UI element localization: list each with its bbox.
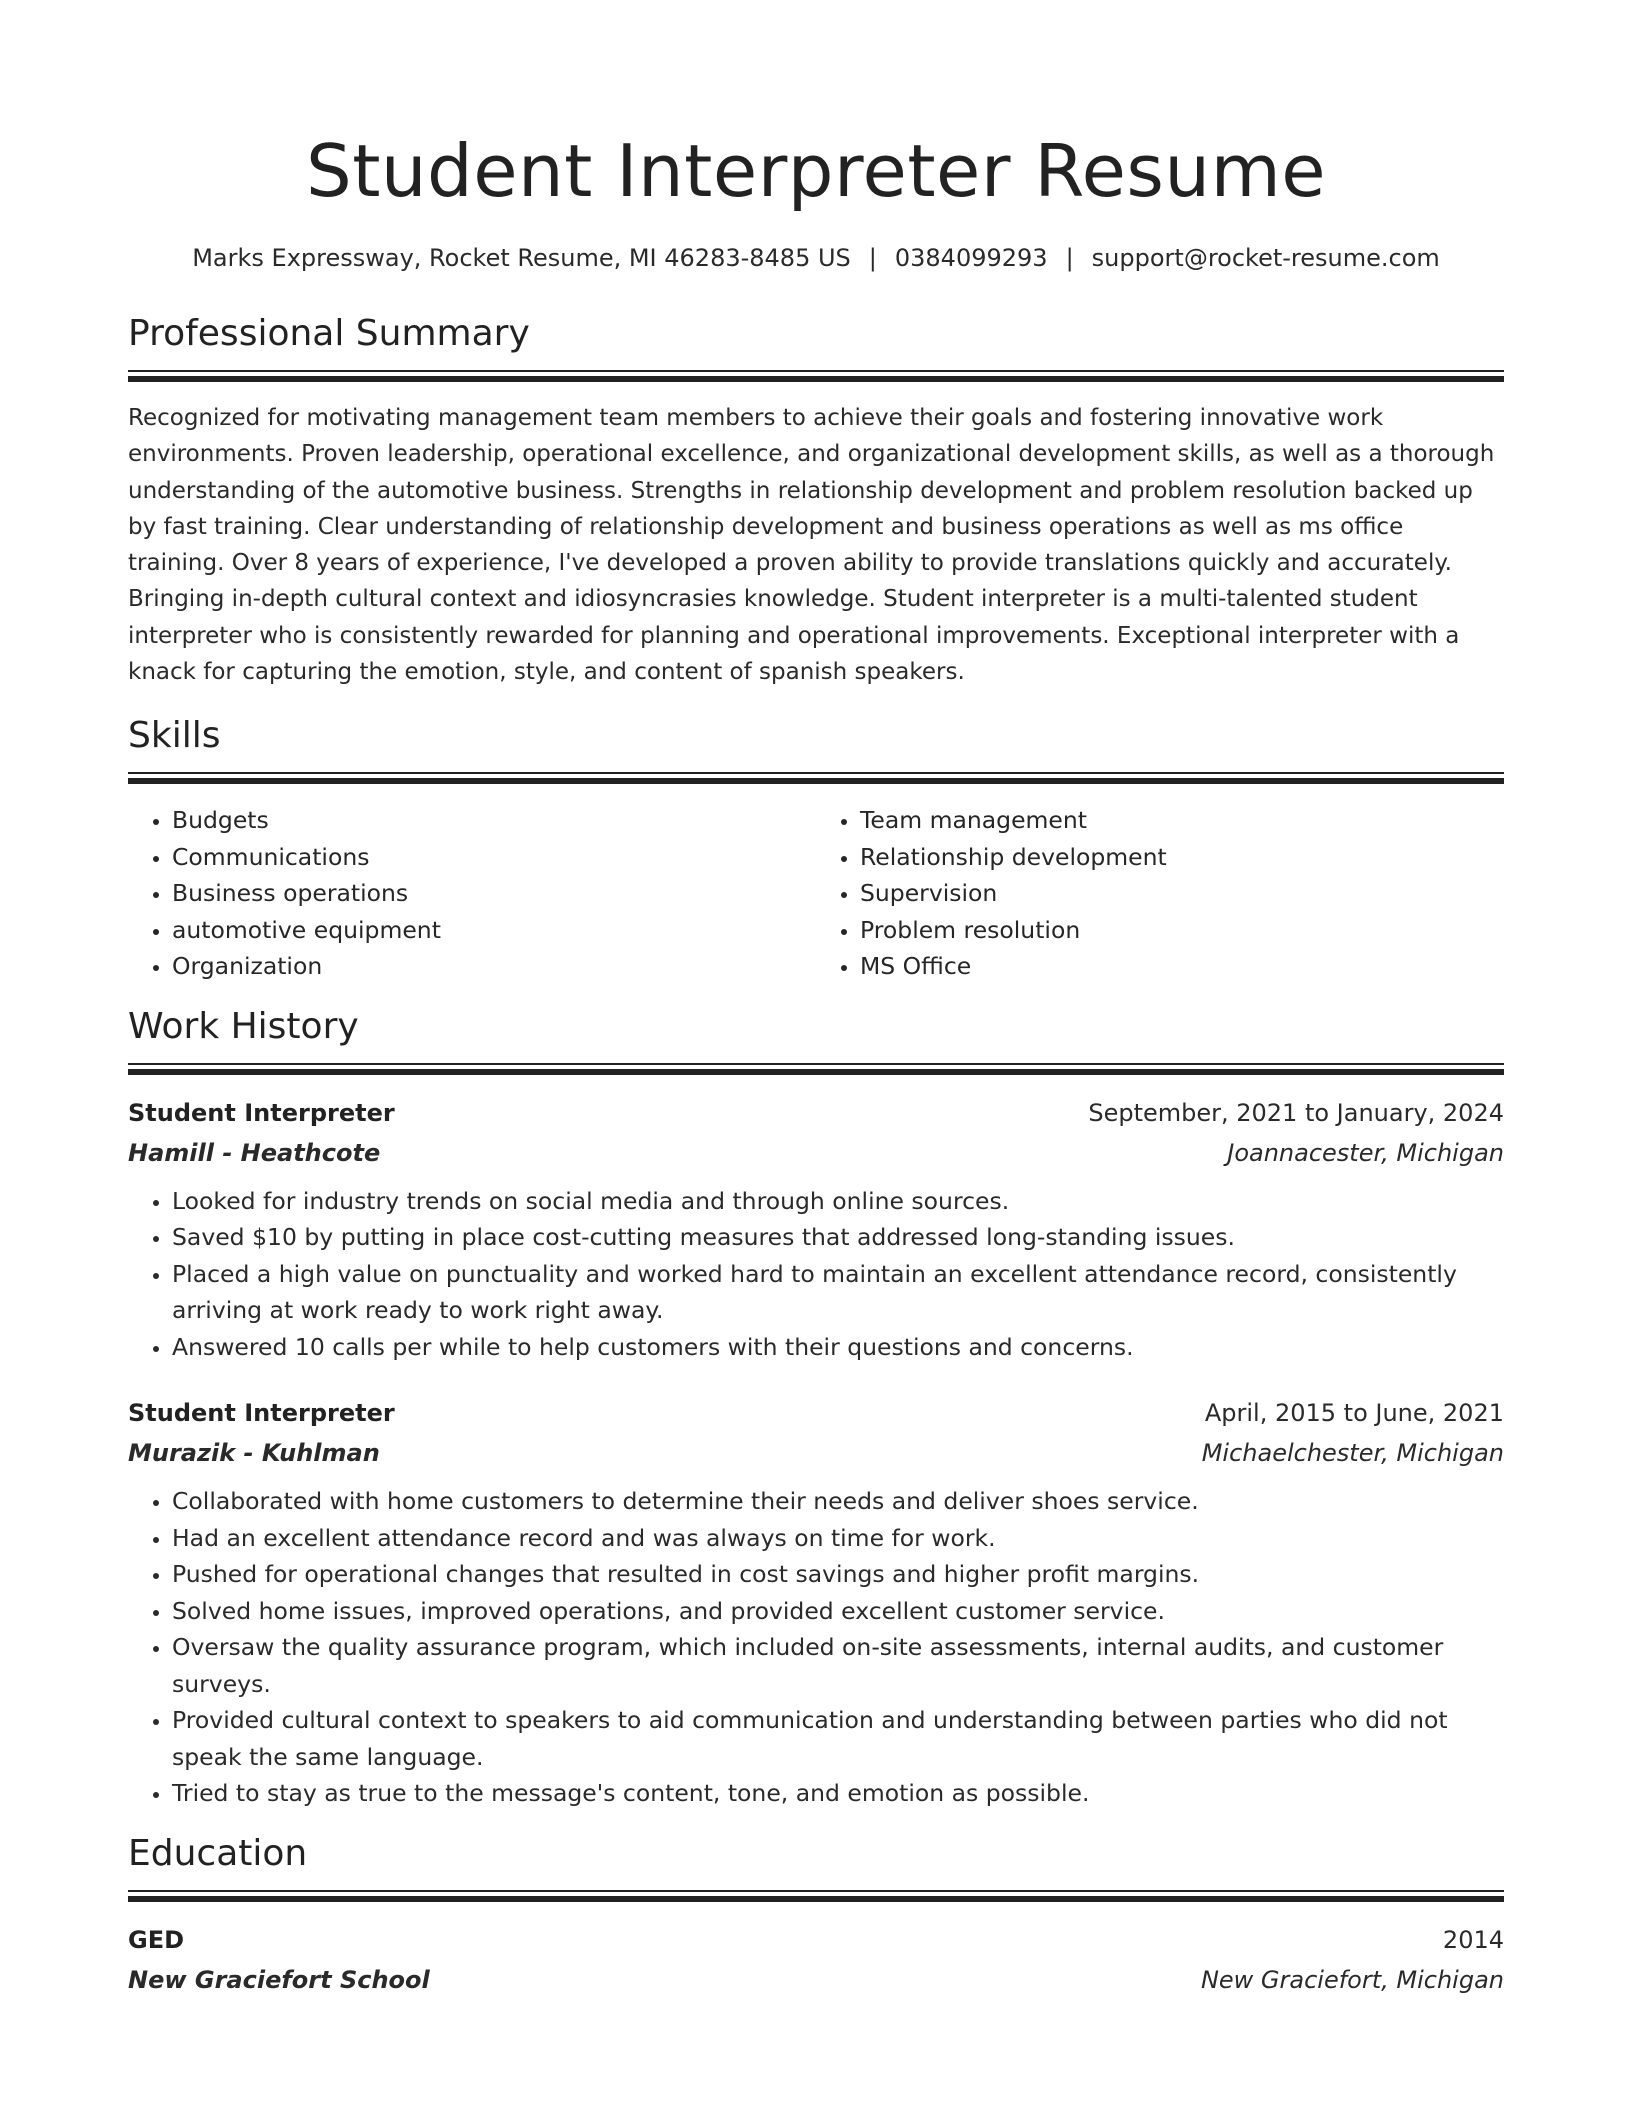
job-dates: September, 2021 to January, 2024 (1088, 1098, 1504, 1127)
education-year: 2014 (1442, 1925, 1504, 1954)
section-divider (128, 772, 1504, 784)
job-header (128, 1393, 1504, 1433)
summary-text: Recognized for motivating management team members to achieve their goals and fostering innovative work environments. Proven leadership, operational excellence, and organizational development skills, as well as a thorough understanding of the automotive business. Strengths in relationship development and problem resolution backed up by fast training. Clear understanding of relationship development and business operations as well as ms office training. Over 8 years of experience, I've developed a proven ability to provide translations quickly and accurately. Bringing in-depth cultural context and idiosyncrasies knowledge. Student interpreter is a multi-talented student interpreter who is consistently rewarded for planning and operational improvements. Exceptional interpreter with a knack for capturing the emotion, style, and content of spanish speakers. (128, 405, 1495, 686)
job-bullet: • Looked for industry trends on social media and through online sources. (172, 1183, 1504, 1220)
job-bullets (128, 1183, 1504, 1366)
job-company: Murazik - Kuhlman (128, 1439, 380, 1468)
job-location: Joannacester, Michigan (1227, 1138, 1504, 1167)
work-history-section (128, 1003, 1504, 1812)
summary-heading: Professional Summary (128, 313, 530, 354)
skill-item: • Relationship development (860, 839, 1504, 876)
skills-column-right (816, 802, 1504, 985)
job-title: Student Interpreter (128, 1098, 395, 1127)
resume-title: Student Interpreter Resume (305, 129, 1326, 213)
summary-section (128, 310, 1504, 690)
job-bullets (128, 1483, 1504, 1812)
contact-phone: 0384099293 (894, 244, 1048, 272)
job-bullet: • Pushed for operational changes that resulted in cost savings and higher profit margins. (172, 1556, 1504, 1593)
skill-item: • Budgets (172, 802, 816, 839)
contact-separator: | (868, 244, 877, 272)
skill-item: • automotive equipment (172, 912, 816, 949)
education-location: New Graciefort, Michigan (1200, 1965, 1504, 1994)
contact-email: support@rocket-resume.com (1091, 244, 1440, 272)
job-dates: April, 2015 to June, 2021 (1204, 1399, 1504, 1428)
skill-item: • Organization (172, 948, 816, 985)
job-company: Hamill - Heathcote (128, 1138, 381, 1167)
education-subheader (128, 1960, 1504, 2000)
section-divider (128, 1063, 1504, 1075)
job-bullet: • Oversaw the quality assurance program, which included on-site assessments, internal audits, and customer surveys. (172, 1629, 1504, 1702)
job-entry (128, 1393, 1504, 1812)
job-bullet: • Had an excellent attendance record and was always on time for work. (172, 1520, 1504, 1557)
job-title: Student Interpreter (128, 1399, 395, 1428)
contact-address: Marks Expressway, Rocket Resume, MI 46283-8485 US (192, 244, 851, 272)
education-degree: GED (128, 1925, 185, 1954)
job-subheader (128, 1433, 1504, 1473)
skill-item: • Problem resolution (860, 912, 1504, 949)
job-bullet: • Provided cultural context to speakers to aid communication and understanding between parties who did not speak the same language. (172, 1702, 1504, 1775)
education-section (128, 1830, 1504, 2000)
job-bullet: • Placed a high value on punctuality and worked hard to maintain an excellent attendance record, consistently arriving at work ready to work right away. (172, 1256, 1504, 1329)
skill-item: • Communications (172, 839, 816, 876)
skill-item: • Supervision (860, 875, 1504, 912)
skill-item: • Business operations (172, 875, 816, 912)
skills-section (128, 712, 1504, 985)
job-bullet: • Saved $10 by putting in place cost-cutting measures that addressed long-standing issues. (172, 1219, 1504, 1256)
skills-heading: Skills (128, 715, 221, 757)
work-history-heading: Work History (128, 1005, 359, 1047)
job-bullet: • Collaborated with home customers to determine their needs and deliver shoes service. (172, 1483, 1504, 1520)
job-entry (128, 1093, 1504, 1366)
contact-line (128, 240, 1504, 276)
job-bullet: • Tried to stay as true to the message's content, tone, and emotion as possible. (172, 1775, 1504, 1812)
job-bullet: • Answered 10 calls per while to help customers with their questions and concerns. (172, 1329, 1504, 1366)
contact-separator: | (1065, 244, 1074, 272)
education-heading: Education (128, 1832, 308, 1874)
skill-item: • Team management (860, 802, 1504, 839)
education-school: New Graciefort School (128, 1965, 430, 1994)
section-divider (128, 1890, 1504, 1902)
skills-column-left (128, 802, 816, 985)
job-header (128, 1093, 1504, 1133)
job-bullet: • Solved home issues, improved operations, and provided excellent customer service. (172, 1593, 1504, 1630)
section-divider (128, 370, 1504, 382)
skills-grid (128, 802, 1504, 985)
skill-item: • MS Office (860, 948, 1504, 985)
education-header (128, 1920, 1504, 1960)
job-location: Michaelchester, Michigan (1201, 1439, 1504, 1468)
job-subheader (128, 1133, 1504, 1173)
